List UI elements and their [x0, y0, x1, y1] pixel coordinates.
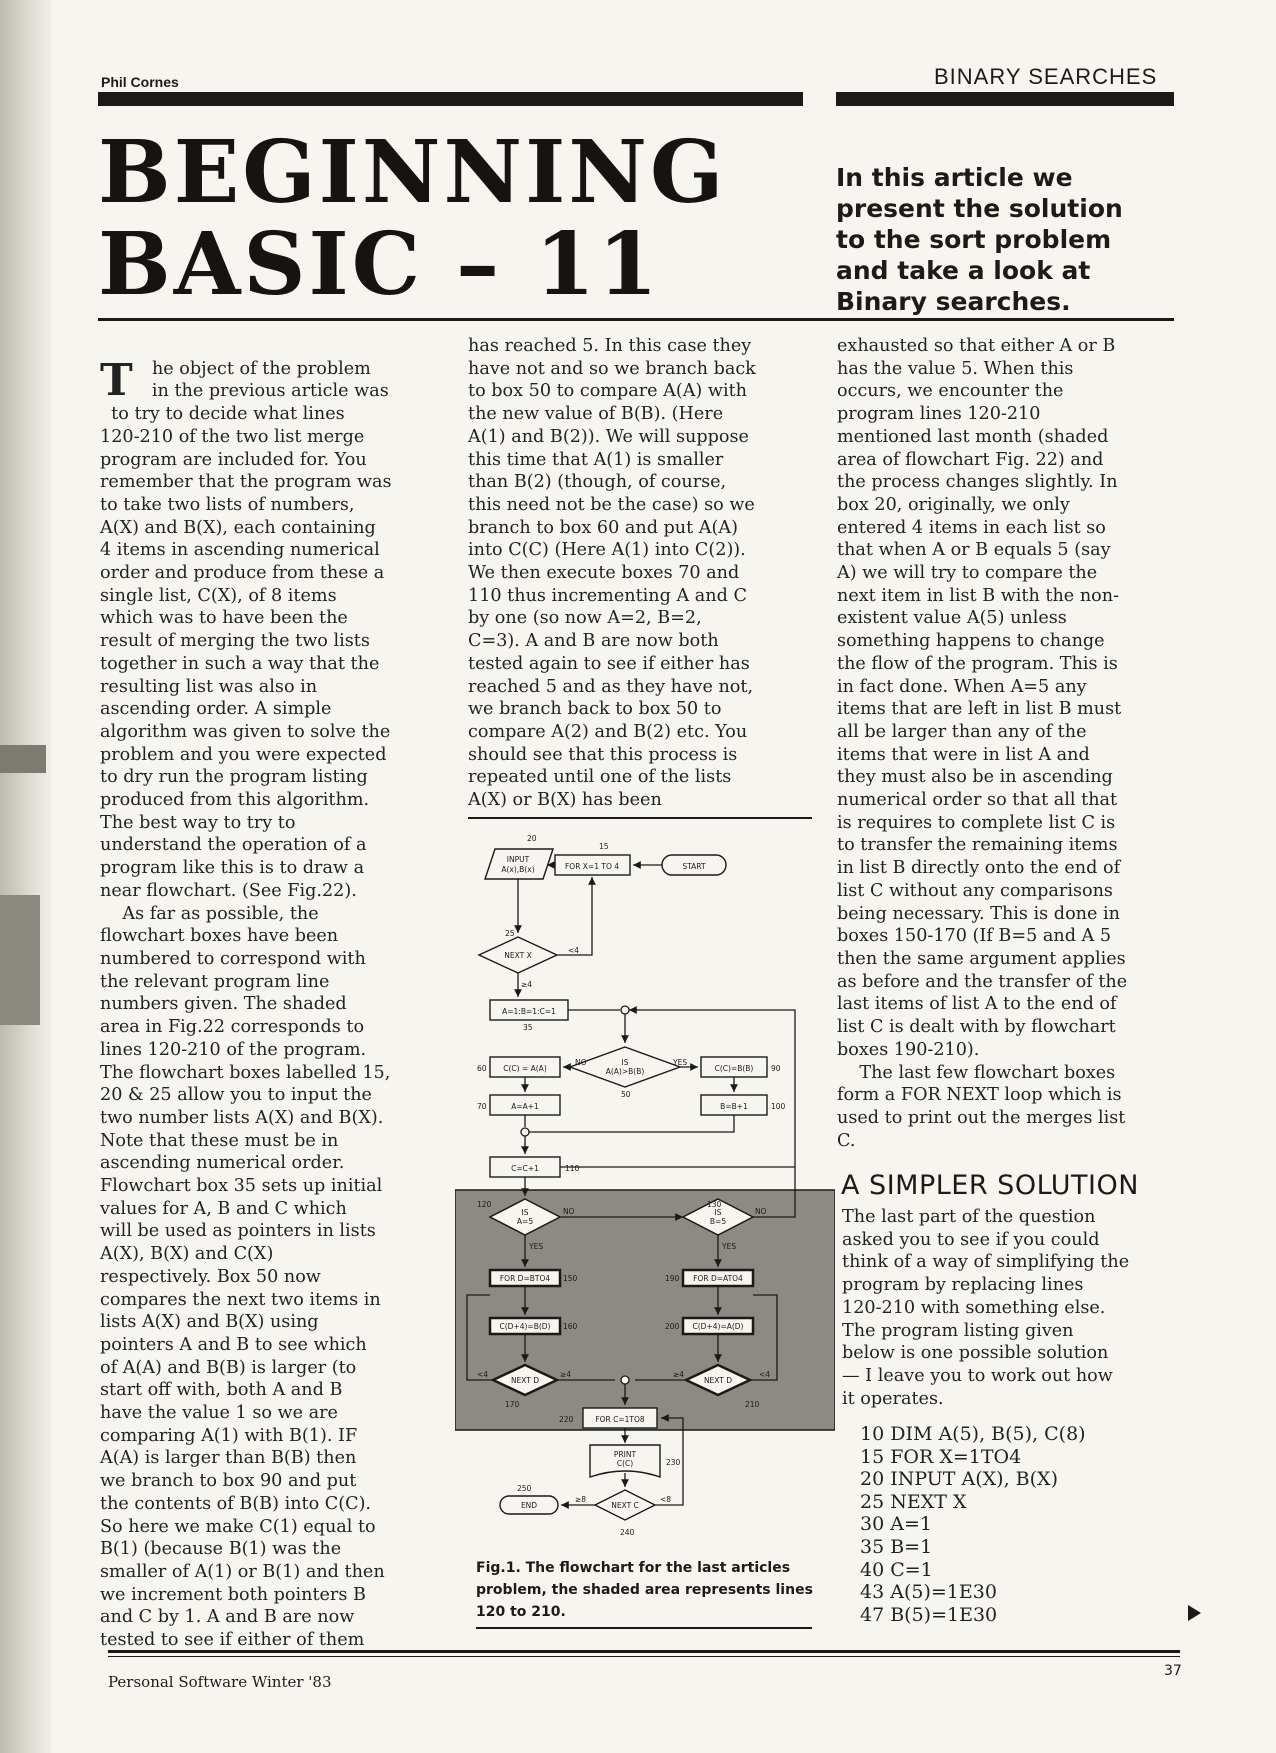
box-number-15: 15 [599, 842, 609, 851]
for-x-label: FOR X=1 TO 4 [564, 862, 620, 871]
assign-a-label: C(C) = A(A) [503, 1064, 547, 1073]
box-number-120: 120 [477, 1200, 492, 1209]
header-rule-right [836, 92, 1174, 106]
binding-edge [0, 0, 52, 1753]
box-number-170: 170 [505, 1400, 520, 1409]
input-box [485, 849, 553, 879]
lt8-label: <8 [660, 1495, 672, 1504]
next-x-label: NEXT X [504, 951, 532, 960]
is-b5-label-1: IS [714, 1208, 722, 1217]
copy-b-label: C(D+4)=B(D) [499, 1322, 551, 1331]
article-column-1 [100, 335, 392, 1652]
footer-rule [108, 1656, 1180, 1657]
assign-b-label: C(C)=B(B) [714, 1064, 754, 1073]
end-label: END [520, 1501, 538, 1510]
input-label-1: INPUT [506, 855, 530, 864]
page-number: 37 [1164, 1663, 1182, 1679]
no-label: NO [563, 1207, 575, 1216]
header-rule-left [98, 92, 803, 106]
box-number-35: 35 [523, 1023, 533, 1032]
box-number-90: 90 [771, 1064, 781, 1073]
box-number-150: 150 [563, 1274, 578, 1283]
box-number-160: 160 [563, 1322, 578, 1331]
column-1-text: he object of the problem in the previous article was to try to decide what lines 120-210 of the two list merge program are included for. You remember that the program was to take two lists of numbers, A(X) and B(X), each containing 4 items in ascending numerical order and produce from these a single list, C(X), of 8 items which was to have been the result of merging the two lists together in such a way that the resulting list was also in ascending order. A simple algorithm was given to solve the problem and you were expected to dry run the program listing produced from this algorithm. The best way to try to understand the operation of a program like this is to draw a near flowchart. (See Fig.22). As far as possible, the flowchart boxes have been numbered to correspond with the relevant program line numbers given. The shaded area in Fig.22 corresponds to lines 120-210 of the program. The flowchart boxes labelled 15, 20 & 25 allow you to input the two number lists A(X) and B(X). Note that these must be in ascending numerical order. Flowchart box 35 sets up initial values for A, B and C which will be used as pointers in lists A(X), B(X) and C(X) respectively. Box 50 now compares the next two items in lists A(X) and B(X) using pointers A and B to see which of A(A) and B(B) is larger (to start off with, both A and B have the value 1 so we are comparing A(1) with B(1). IF A(A) is larger than B(B) then we branch to box 90 and put the contents of B(B) into C(C). So here we make C(1) equal to B(1) (because B(1) was the smaller of A(1) or B(1) and then we increment both pointers B and C by 1. A and B are now tested to see if either of them [100, 358, 392, 1651]
section-title: BINARY SEARCHES [934, 64, 1158, 89]
inc-c-label: C=C+1 [511, 1164, 539, 1173]
init-label: A=1:B=1:C=1 [502, 1007, 556, 1016]
binding-tab [0, 895, 40, 1025]
box-number-190: 190 [665, 1274, 680, 1283]
box-number-100: 100 [771, 1102, 786, 1111]
next-c-label: NEXT C [611, 1501, 639, 1510]
yes-label: YES [673, 1058, 688, 1067]
inc-a-label: A=A+1 [511, 1102, 539, 1111]
footer-publication: Personal Software Winter '83 [108, 1673, 332, 1691]
box-number-130: 130 [707, 1200, 722, 1209]
simpler-solution-text: The last part of the question asked you to see if you could think of a way of simplifying the program by replacing lines 120-210 with something else. The program listing given below is one possible solution — I leave you to work out how it operates. [842, 1207, 1130, 1409]
figure-caption: Fig.1. The flowchart for the last articles problem, the shaded area represents lines 120 to 210. [476, 1560, 813, 1620]
ge4-label: ≥4 [521, 980, 533, 989]
title-rule [98, 318, 1174, 321]
no-label: NO [755, 1207, 767, 1216]
footer-rule [108, 1650, 1180, 1653]
box-number-230: 230 [666, 1458, 681, 1467]
copy-a-label: C(D+4)=A(D) [692, 1322, 744, 1331]
continue-arrow-icon [1188, 1605, 1201, 1621]
box-number-60: 60 [477, 1064, 487, 1073]
box-number-220: 220 [559, 1415, 574, 1424]
for-c-label: FOR C=1TO8 [595, 1415, 645, 1424]
no-label: NO [575, 1058, 587, 1067]
print-label-1: PRINT [613, 1450, 637, 1459]
box-number-20: 20 [527, 834, 537, 843]
lt4-label: <4 [568, 946, 580, 955]
compare-label-2: A(A)>B(B) [605, 1067, 645, 1076]
is-b5-label-2: B=5 [709, 1217, 727, 1226]
title-line-1: BEGINNING [98, 122, 727, 223]
for-d-b-label: FOR D=BTO4 [499, 1274, 551, 1283]
box-number-200: 200 [665, 1322, 680, 1331]
box-number-50: 50 [621, 1090, 631, 1099]
caption-rule [476, 1627, 812, 1629]
inc-b-label: B=B+1 [720, 1102, 748, 1111]
start-label: START [682, 862, 706, 871]
next-d-right-label: NEXT D [703, 1376, 733, 1385]
box-number-210: 210 [745, 1400, 760, 1409]
section-heading-simpler-solution: A SIMPLER SOLUTION [841, 1170, 1139, 1201]
article-column-3: exhausted so that either A or B has the value 5. When this occurs, we encounter the program lines 120-210 mentioned last month (shaded area of flowchart Fig. 22) and the process changes slightly. In box 20, originally, we only entered 4 items in each list so that when A or B equals 5 (say A) we will try to compare the next item in list B with the non- existent value A(5) unless something happens to change the flow of the program. This is in fact done. When A=5 any items that are left in list B must all be larger than any of the items that were in list A and they must also be in ascending numerical order so that all that is requires to complete list C is to transfer the remaining items in list B directly onto the end of list C without any comparisons being necessary. This is done in boxes 150-170 (If B=5 and A 5 then the same argument applies as before and the transfer of the last items of list A to the end of list C is dealt with by flowchart boxes 190-210). The last few flowchart boxes form a FOR NEXT loop which is used to print out the merges list C. [837, 336, 1128, 1151]
yes-label: YES [722, 1242, 737, 1251]
lt4-label: <4 [759, 1370, 771, 1379]
flowchart-figure [455, 825, 835, 1545]
box-number-110: 110 [565, 1164, 580, 1173]
next-d-left-label: NEXT D [510, 1376, 540, 1385]
compare-label-1: IS [621, 1058, 629, 1067]
is-a5-label-2: A=5 [516, 1217, 534, 1226]
box-number-70: 70 [477, 1102, 487, 1111]
yes-label: YES [529, 1242, 544, 1251]
author-name: Phil Cornes [101, 74, 179, 90]
column-2-rule [468, 817, 812, 819]
program-listing: 10 DIM A(5), B(5), C(8) 15 FOR X=1TO4 20 INPUT A(X), B(X) 25 NEXT X 30 A=1 35 B=1 40 C=1 43 A(5)=1E30 47 B(5)=1E30 [860, 1423, 1086, 1626]
ge4-label: ≥4 [673, 1370, 685, 1379]
ge4-label: ≥4 [560, 1370, 572, 1379]
title-line-2: BASIC – 11 [98, 214, 661, 315]
for-d-a-label: FOR D=ATO4 [693, 1274, 743, 1283]
ge8-label: ≥8 [575, 1495, 587, 1504]
article-column-2: has reached 5. In this case they have not and so we branch back to box 50 to compare A(A) with the new value of B(B). (Here A(1) and B(2)). We will suppose this time that A(1) is smaller than B(2) (though, of course, this need not be the case) so we branch to box 60 and put A(A) into C(C) (Here A(1) into C(2)). We then execute boxes 70 and 110 thus incrementing A and C by one (so now A=2, B=2, C=3). A and B are now both tested again to see if either has reached 5 and as they have not, we branch back to box 50 to compare A(2) and B(2) etc. You should see that this process is repeated until one of the lists A(X) or B(X) has been [468, 336, 756, 811]
box-number-25: 25 [505, 929, 515, 938]
standfirst: In this article we present the solution to the sort problem and take a look at Binary searches. [836, 163, 1123, 316]
is-a5-label-1: IS [521, 1208, 529, 1217]
binding-tab [0, 745, 46, 773]
box-number-240: 240 [620, 1528, 635, 1537]
input-label-2: A(x),B(x) [501, 865, 535, 874]
print-label-2: C(C) [616, 1459, 634, 1468]
drop-cap: T [100, 354, 133, 406]
box-number-250: 250 [517, 1484, 532, 1493]
lt4-label: <4 [477, 1370, 489, 1379]
